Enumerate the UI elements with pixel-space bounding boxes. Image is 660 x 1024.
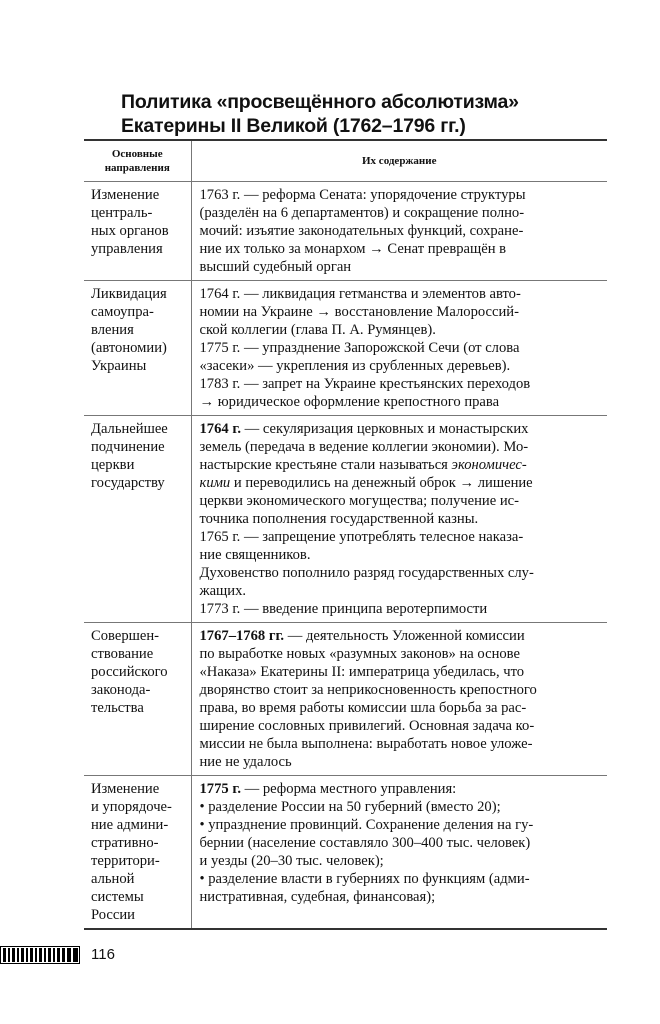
content-line bbox=[200, 528, 602, 546]
content-line bbox=[200, 510, 602, 528]
text-segment: ширение сословных привилегий. Основная задача ко- bbox=[199, 718, 535, 734]
page-number: 116 bbox=[91, 946, 115, 963]
header-content: Их содержание bbox=[191, 140, 607, 182]
text-segment: нистративная, судебная, финансовая); bbox=[199, 889, 436, 905]
content-line bbox=[200, 339, 602, 357]
direction-line: Ликвидация bbox=[91, 286, 167, 302]
content-line bbox=[200, 492, 602, 510]
content-line bbox=[200, 357, 602, 375]
policy-table bbox=[84, 139, 607, 930]
content-line bbox=[200, 627, 602, 645]
direction-line: Совершен- bbox=[91, 628, 159, 644]
content-line bbox=[200, 870, 602, 888]
text-segment: — деятельность Уложенной комиссии bbox=[284, 628, 525, 644]
text-segment: дворянство стоит за неприкосновенность крепостного bbox=[199, 682, 537, 698]
content-line bbox=[200, 204, 602, 222]
table-body bbox=[84, 182, 607, 930]
text-segment: • разделение России на 50 губерний (вместо 20); bbox=[199, 799, 501, 815]
date-emphasis: 1764 г. bbox=[199, 421, 241, 437]
direction-line: территори- bbox=[91, 853, 160, 869]
direction-line: Изменение bbox=[91, 781, 160, 797]
text-segment: 1773 г. — введение принципа веротерпимости bbox=[199, 601, 488, 617]
content-line bbox=[200, 852, 602, 870]
content-line bbox=[200, 222, 602, 240]
direction-cell bbox=[84, 416, 191, 623]
text-segment: 1765 г. — запрещение употреблять телесное наказа- bbox=[199, 529, 524, 545]
content-cell bbox=[191, 416, 607, 623]
direction-line: альной bbox=[91, 871, 135, 887]
direction-line: Дальнейшее bbox=[91, 421, 168, 437]
table-row bbox=[84, 281, 607, 416]
text-segment: ние священников. bbox=[199, 547, 311, 563]
text-segment: жащих. bbox=[199, 583, 247, 599]
text-segment: → юридическое оформление крепостного права bbox=[199, 394, 500, 410]
date-emphasis: 1775 г. bbox=[199, 781, 241, 797]
date-emphasis: 1767–1768 гг. bbox=[199, 628, 285, 644]
content-line bbox=[200, 717, 602, 735]
direction-cell bbox=[84, 182, 191, 281]
direction-cell bbox=[84, 281, 191, 416]
text-segment: ние их только за монархом → Сенат превращён в bbox=[199, 241, 507, 257]
title-line-1: Политика «просвещённого абсолютизма» bbox=[121, 91, 519, 113]
direction-line: ствование bbox=[91, 646, 154, 662]
text-segment: права, во время работы комиссии шла борьба за рас- bbox=[199, 700, 527, 716]
content-line bbox=[200, 564, 602, 582]
text-segment: точника пополнения государственной казны. bbox=[199, 511, 479, 527]
text-segment: «Наказа» Екатерины II: императрица убедилась, что bbox=[199, 664, 525, 680]
text-segment: Духовенство пополнило разряд государственных слу- bbox=[199, 565, 534, 581]
direction-line: России bbox=[91, 907, 135, 923]
text-segment: 1764 г. — ликвидация гетманства и элементов авто- bbox=[199, 286, 521, 302]
page-title bbox=[121, 90, 621, 138]
content-line bbox=[200, 420, 602, 438]
content-line bbox=[200, 735, 602, 753]
table-row bbox=[84, 182, 607, 281]
text-segment: по выработке новых «разумных законов» на основе bbox=[199, 646, 520, 662]
text-segment: 1783 г. — запрет на Украине крестьянских переходов bbox=[199, 376, 531, 392]
text-segment: 1763 г. — реформа Сената: упорядочение структуры bbox=[199, 187, 526, 203]
direction-line: российского bbox=[91, 664, 168, 680]
text-segment: 1775 г. — упразднение Запорожской Сечи (от слова bbox=[199, 340, 520, 356]
text-segment: и уезды (20–30 тыс. человек); bbox=[199, 853, 384, 869]
table-row bbox=[84, 623, 607, 776]
content-line bbox=[200, 438, 602, 456]
direction-line: Изменение bbox=[91, 187, 160, 203]
content-line bbox=[200, 888, 602, 906]
content-line bbox=[200, 321, 602, 339]
content-line bbox=[200, 681, 602, 699]
text-segment: высший судебный орган bbox=[199, 259, 352, 275]
text-segment: «засеки» — укрепления из срубленных деревьев). bbox=[199, 358, 511, 374]
text-segment: бернии (население составляло 300–400 тыс. человек) bbox=[199, 835, 531, 851]
text-segment: (разделён на 6 департаментов) и сокращение полно- bbox=[199, 205, 525, 221]
text-segment: номии на Украине → восстановление Малороссий- bbox=[199, 304, 519, 320]
table-row bbox=[84, 416, 607, 623]
content-line bbox=[200, 600, 602, 618]
content-line bbox=[200, 699, 602, 717]
content-line bbox=[200, 240, 602, 258]
text-segment: миссии не была выполнена: выработать новое уложе- bbox=[199, 736, 533, 752]
content-line bbox=[200, 258, 602, 276]
content-line bbox=[200, 816, 602, 834]
direction-line: вления bbox=[91, 322, 134, 338]
direction-line: Украины bbox=[91, 358, 147, 374]
table-row bbox=[84, 776, 607, 930]
content-line bbox=[200, 546, 602, 564]
direction-line: ние админи- bbox=[91, 817, 169, 833]
direction-line: государству bbox=[91, 475, 165, 491]
content-line bbox=[200, 663, 602, 681]
title-line-2: Екатерины II Великой (1762–1796 гг.) bbox=[121, 115, 466, 137]
text-segment: настырские крестьяне стали называться bbox=[199, 457, 452, 473]
content-line bbox=[200, 393, 602, 411]
content-cell bbox=[191, 623, 607, 776]
text-segment: ской коллегии (глава П. А. Румянцев). bbox=[199, 322, 436, 338]
direction-cell bbox=[84, 623, 191, 776]
direction-line: (автономии) bbox=[91, 340, 167, 356]
content-cell bbox=[191, 182, 607, 281]
content-line bbox=[200, 474, 602, 492]
direction-line: централь- bbox=[91, 205, 153, 221]
header-directions: Основные направления bbox=[84, 140, 191, 182]
direction-line: управления bbox=[91, 241, 163, 257]
content-line bbox=[200, 303, 602, 321]
text-segment: земель (передача в ведение коллегии экономии). Мо- bbox=[199, 439, 529, 455]
term-emphasis: кими bbox=[199, 475, 231, 491]
text-segment: — реформа местного управления: bbox=[240, 781, 457, 797]
content-line bbox=[200, 834, 602, 852]
text-segment: мочий: изъятие законодательных функций, сохране- bbox=[199, 223, 524, 239]
content-line bbox=[200, 186, 602, 204]
direction-line: стративно- bbox=[91, 835, 159, 851]
content-line bbox=[200, 375, 602, 393]
text-segment: ние не удалось bbox=[199, 754, 292, 770]
term-emphasis: экономичес- bbox=[451, 457, 527, 473]
direction-line: и упорядоче- bbox=[91, 799, 172, 815]
direction-line: самоупра- bbox=[91, 304, 154, 320]
direction-line: системы bbox=[91, 889, 144, 905]
content-cell bbox=[191, 776, 607, 930]
content-line bbox=[200, 582, 602, 600]
table-header-row bbox=[84, 140, 607, 182]
content-line bbox=[200, 456, 602, 474]
text-segment: • упразднение провинций. Сохранение деления на гу- bbox=[199, 817, 534, 833]
direction-line: тельства bbox=[91, 700, 144, 716]
direction-cell bbox=[84, 776, 191, 930]
barcode-mark bbox=[0, 946, 80, 964]
text-segment: церкви экономического могущества; получение ис- bbox=[199, 493, 520, 509]
content-line bbox=[200, 645, 602, 663]
direction-line: законода- bbox=[91, 682, 151, 698]
text-segment: и переводились на денежный оброк → лишение bbox=[230, 475, 533, 491]
content-line bbox=[200, 285, 602, 303]
content-line bbox=[200, 798, 602, 816]
text-segment: — секуляризация церковных и монастырских bbox=[240, 421, 529, 437]
content-line bbox=[200, 780, 602, 798]
content-cell bbox=[191, 281, 607, 416]
direction-line: подчинение bbox=[91, 439, 165, 455]
content-line bbox=[200, 753, 602, 771]
direction-line: ных органов bbox=[91, 223, 169, 239]
direction-line: церкви bbox=[91, 457, 135, 473]
text-segment: • разделение власти в губерниях по функциям (адми- bbox=[199, 871, 530, 887]
